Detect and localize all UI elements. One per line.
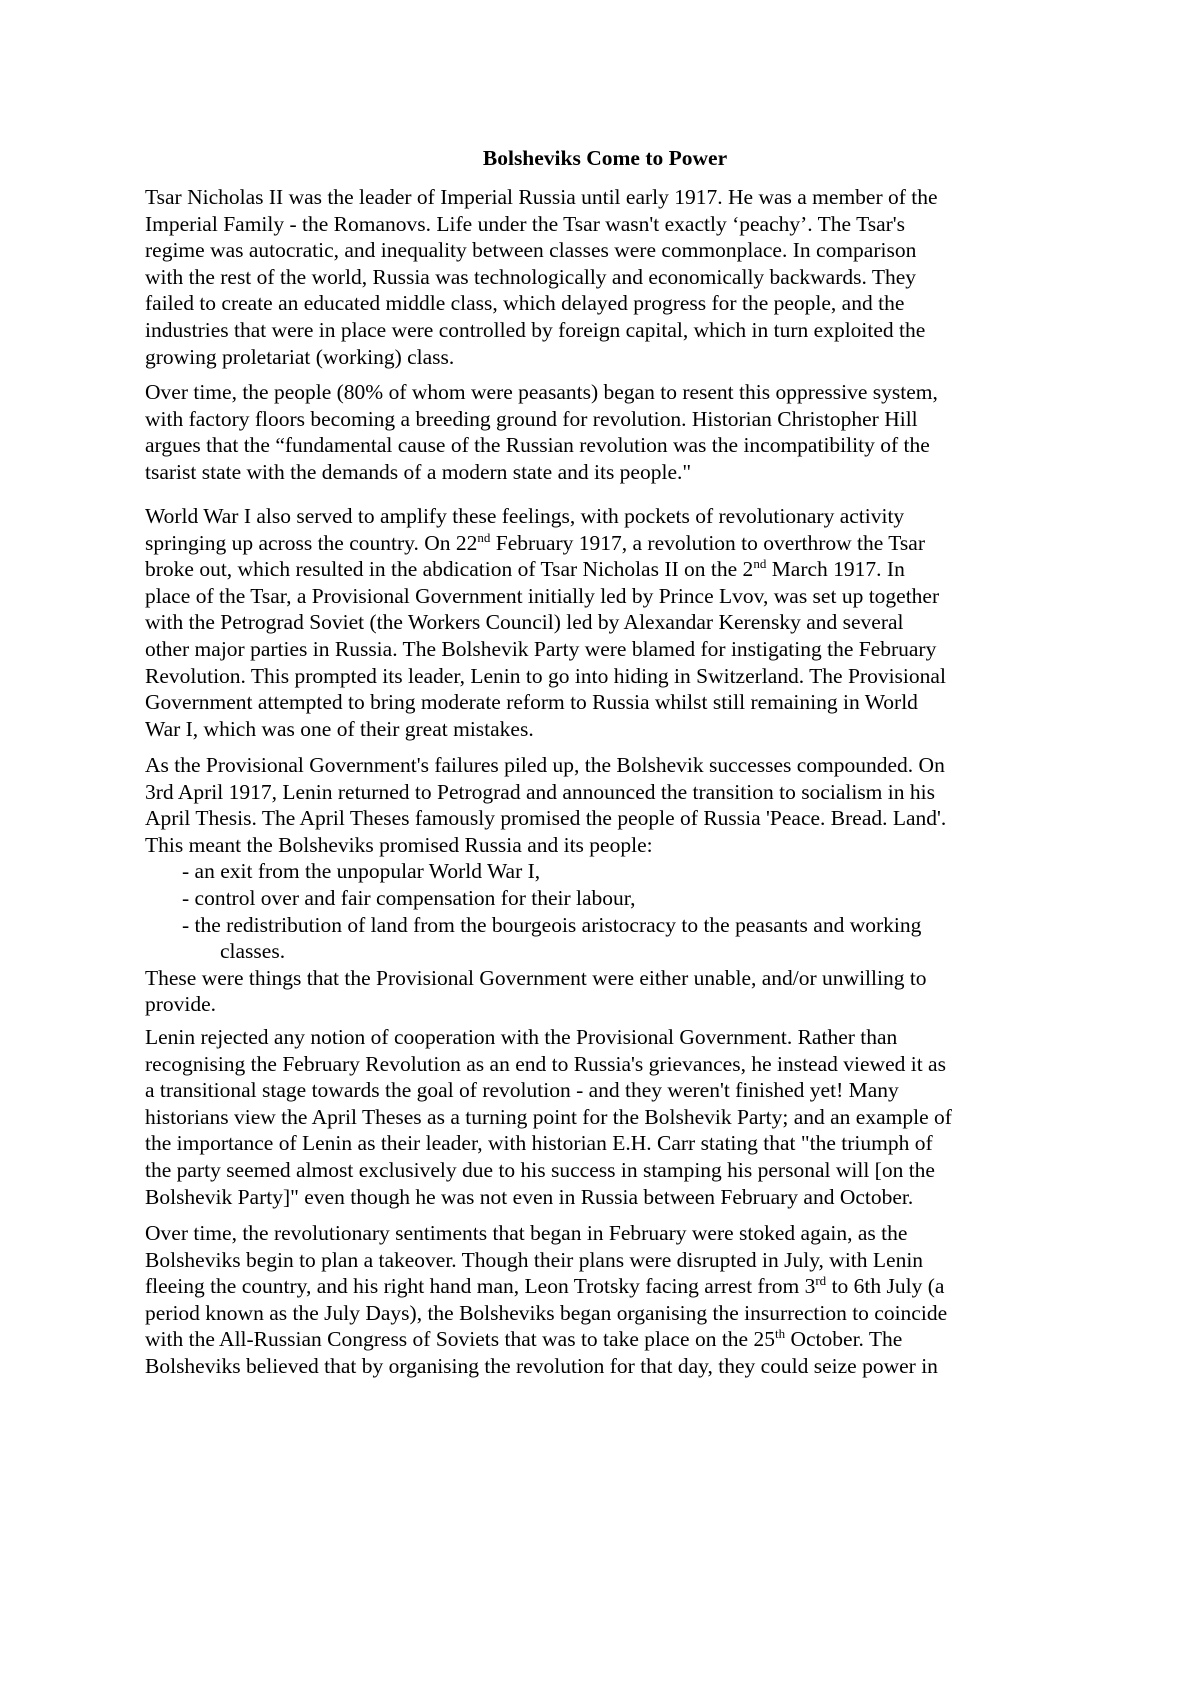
paragraph-oppressive-system	[145, 379, 1065, 485]
text-line: Bolsheviks begin to plan a takeover. Though their plans were disrupted in July, with Lenin	[145, 1247, 924, 1272]
ordinal-superscript: th	[774, 1326, 786, 1342]
text-line: Lenin rejected any notion of cooperation with the Provisional Government. Rather than	[145, 1025, 898, 1049]
text-line: industries that were in place were controlled by foreign capital, which in turn exploited the	[145, 317, 926, 342]
text-line	[145, 556, 1065, 583]
text-line	[145, 1273, 1065, 1300]
list-item-line: - control over and fair compensation for their labour,	[182, 885, 636, 910]
text-segment: March 1917. In	[766, 557, 905, 582]
list-item-line: - the redistribution of land from the bourgeois aristocracy to the peasants and working	[182, 912, 922, 937]
ordinal-superscript: rd	[815, 1273, 827, 1289]
text-line: other major parties in Russia. The Bolshevik Party were blamed for instigating the February	[145, 636, 937, 661]
text-line: argues that the “fundamental cause of the Russian revolution was the incompatibility of the	[145, 433, 930, 458]
paragraph-takeover	[145, 1220, 1065, 1380]
list-item-line: - an exit from the unpopular World War I,	[182, 859, 541, 884]
text-segment: February 1917, a revolution to overthrow the Tsar	[490, 530, 925, 555]
text-line: place of the Tsar, a Provisional Government initially led by Prince Lvov, was set up together	[145, 583, 940, 608]
text-line: period known as the July Days), the Bolsheviks began organising the insurrection to coincide	[145, 1300, 948, 1325]
text-segment: with the All-Russian Congress of Soviets that was to take place on the 25	[145, 1327, 775, 1352]
paragraph-world-war-one	[145, 503, 1065, 742]
text-line: with the Petrograd Soviet (the Workers Council) led by Alexandar Kerensky and several	[145, 610, 904, 635]
text-line: April Thesis. The April Theses famously promised the people of Russia 'Peace. Bread. Land'.	[145, 806, 947, 831]
text-line	[145, 530, 1065, 557]
text-line: historians view the April Theses as a turning point for the Bolshevik Party; and an example of	[145, 1104, 952, 1129]
text-line: Bolshevik Party]" even though he was not even in Russia between February and October.	[145, 1184, 914, 1209]
text-line: tsarist state with the demands of a modern state and its people."	[145, 459, 692, 484]
text-line: the party seemed almost exclusively due to his success in stamping his personal will [on the	[145, 1157, 935, 1182]
text-line: As the Provisional Government's failures piled up, the Bolshevik successes compounded. On	[145, 753, 945, 777]
text-line: Bolsheviks believed that by organising the revolution for that day, they could seize power in	[145, 1353, 938, 1378]
ordinal-superscript: nd	[753, 556, 767, 572]
text-line: failed to create an educated middle class, which delayed progress for the people, and the	[145, 291, 905, 316]
text-line: Over time, the revolutionary sentiments that began in February were stoked again, as the	[145, 1221, 908, 1245]
text-line: provide.	[145, 992, 217, 1017]
paragraph-tsar-nicholas	[145, 184, 1065, 370]
paragraph-april-theses	[145, 752, 1065, 1018]
text-segment: broke out, which resulted in the abdication of Tsar Nicholas II on the 2	[145, 557, 754, 582]
text-line: World War I also served to amplify these feelings, with pockets of revolutionary activity	[145, 504, 905, 528]
text-line	[145, 1326, 1065, 1353]
text-segment: October. The	[785, 1327, 903, 1352]
text-line: Tsar Nicholas II was the leader of Imperial Russia until early 1917. He was a member of the	[145, 185, 938, 209]
text-segment: fleeing the country, and his right hand man, Leon Trotsky facing arrest from 3	[145, 1274, 816, 1299]
text-line: with factory floors becoming a breeding ground for revolution. Historian Christopher Hill	[145, 406, 918, 431]
text-line: Revolution. This prompted its leader, Lenin to go into hiding in Switzerland. The Provisional	[145, 663, 946, 688]
text-line: with the rest of the world, Russia was technologically and economically backwards. They	[145, 264, 917, 289]
text-line: Government attempted to bring moderate reform to Russia whilst still remaining in World	[145, 690, 918, 715]
ordinal-superscript: nd	[477, 529, 491, 545]
text-line: This meant the Bolsheviks promised Russia and its people:	[145, 832, 653, 857]
document-title: Bolsheviks Come to Power	[482, 146, 728, 170]
text-line: a transitional stage towards the goal of revolution - and they weren't finished yet! Many	[145, 1078, 899, 1103]
paragraph-lenin-rejected	[145, 1024, 1065, 1210]
text-line: These were things that the Provisional Government were either unable, and/or unwilling to	[145, 965, 927, 990]
text-line: recognising the February Revolution as an end to Russia's grievances, he instead viewed it as	[145, 1051, 946, 1076]
text-line: the importance of Lenin as their leader, with historian E.H. Carr stating that "the triumph of	[145, 1131, 933, 1156]
text-segment: springing up across the country. On 22	[145, 530, 478, 555]
text-line: regime was autocratic, and inequality between classes were commonplace. In comparison	[145, 238, 917, 263]
text-line: growing proletariat (working) class.	[145, 344, 455, 369]
text-line: Imperial Family - the Romanovs. Life under the Tsar wasn't exactly ‘peachy’. The Tsar's	[145, 211, 906, 236]
text-segment: to 6th July (a	[826, 1274, 945, 1299]
text-line: War I, which was one of their great mistakes.	[145, 716, 534, 741]
text-line: Over time, the people (80% of whom were peasants) began to resent this oppressive system,	[145, 380, 938, 404]
list-item-line: classes.	[220, 939, 286, 964]
text-line: 3rd April 1917, Lenin returned to Petrograd and announced the transition to socialism in his	[145, 779, 935, 804]
